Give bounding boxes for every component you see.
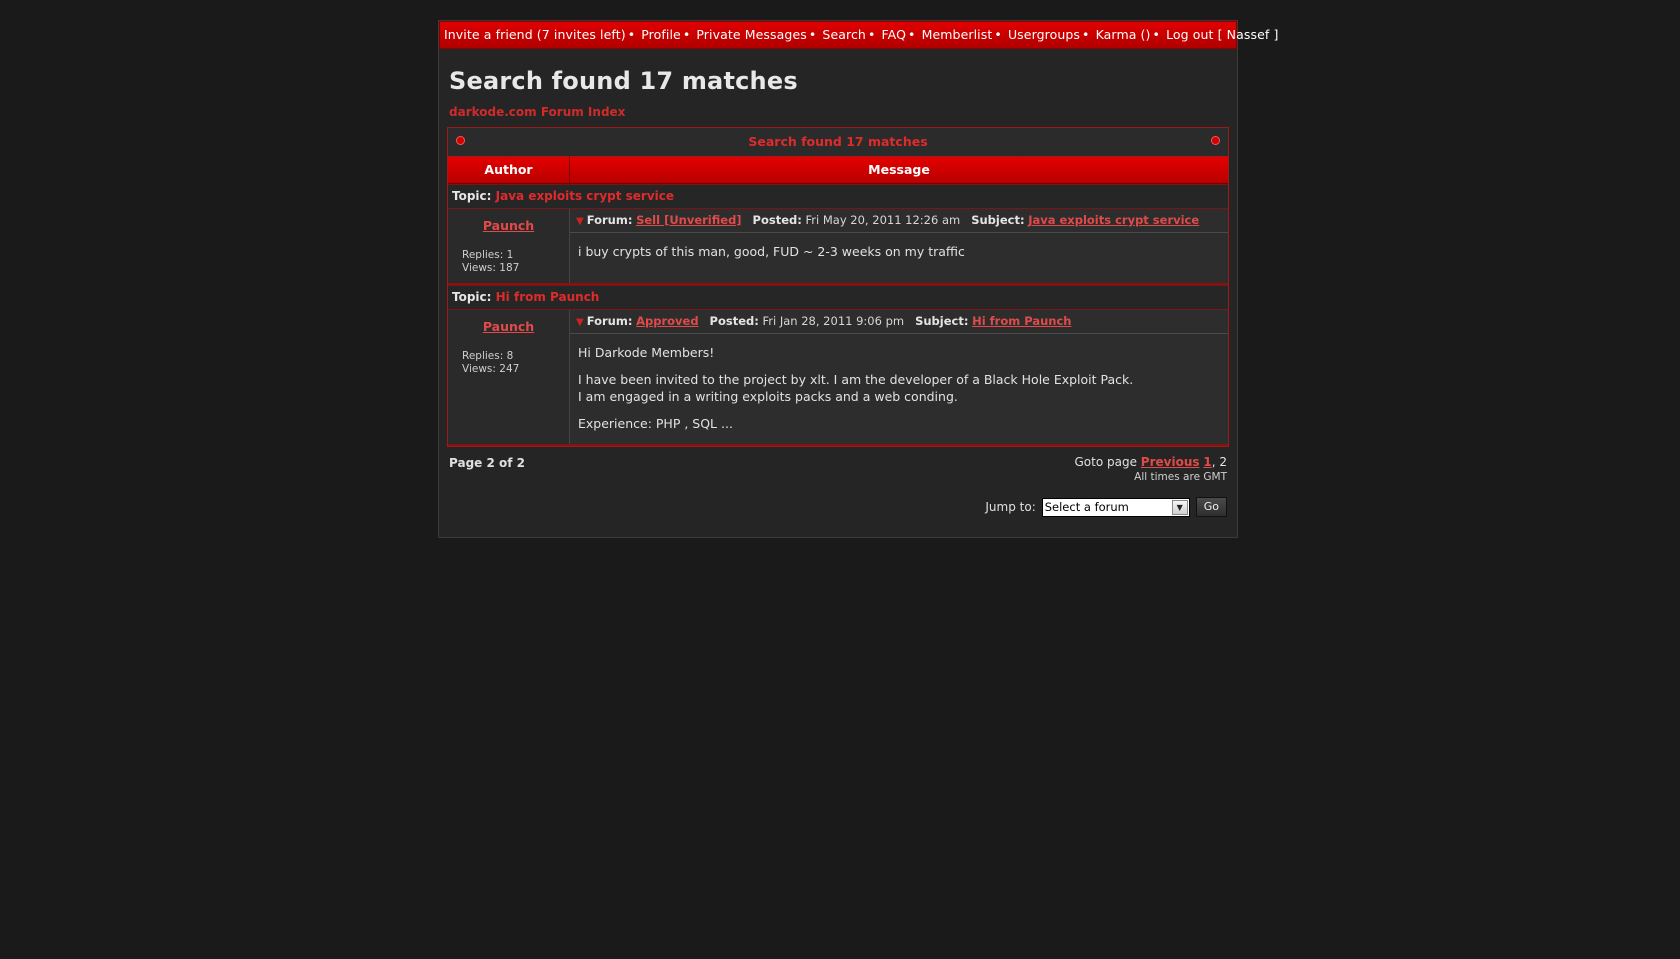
post-subject-label: Subject: (971, 213, 1025, 227)
post-body (570, 209, 1228, 283)
nav-profile[interactable]: Profile (641, 27, 681, 42)
search-results-header-label: Search found 17 matches (748, 134, 928, 149)
topic-title-link[interactable]: Java exploits crypt service (495, 189, 675, 203)
post-text (570, 334, 1228, 444)
post-posted-label: Posted: (709, 314, 759, 328)
post-subject-link[interactable]: Java exploits crypt service (1028, 213, 1200, 227)
nav-logout[interactable]: Log out [ Nassef ] (1166, 27, 1279, 42)
top-navigation (439, 21, 1279, 49)
post-views-count: Views: 187 (462, 262, 520, 274)
post-subject-link[interactable]: Hi from Paunch (972, 314, 1072, 328)
post-row (448, 209, 1228, 285)
topic-label: Topic: (452, 189, 492, 203)
column-headers (448, 157, 1228, 184)
arrow-icon: ▼ (576, 317, 584, 328)
nav-private-messages[interactable]: Private Messages (696, 27, 807, 42)
post-replies-count: Replies: 1 (462, 249, 514, 261)
column-header-message: Message (868, 162, 930, 177)
post-posted-label: Posted: (752, 213, 802, 227)
post-forum-label: Forum: (586, 314, 633, 328)
post-text-line: I have been invited to the project by xlt. I am the developer of a Black Hole Exploit Pack. (578, 372, 1134, 387)
search-results-header (448, 128, 1228, 157)
post-text (570, 233, 1228, 277)
go-button[interactable]: Go (1196, 497, 1227, 517)
nav-separator: • (1152, 27, 1160, 42)
breadcrumb (439, 95, 1237, 127)
post-meta (570, 209, 1228, 233)
post-body (570, 310, 1228, 444)
topic-label: Topic: (452, 290, 492, 304)
post-subject-label: Subject: (915, 314, 969, 328)
post-forum-link[interactable]: Sell [Unverified] (636, 213, 742, 227)
pagination-previous[interactable]: Previous (1140, 455, 1200, 469)
forum-board (438, 20, 1279, 538)
post-author-cell (448, 310, 570, 444)
post-text-spacer (578, 405, 1220, 415)
nav-faq[interactable]: FAQ (881, 27, 907, 42)
post-forum-label: Forum: (586, 213, 633, 227)
nav-separator: • (1082, 27, 1090, 42)
post-text-line: I am engaged in a writing exploits packs and a web conding. (578, 389, 958, 404)
page-title: Search found 17 matches (449, 67, 798, 95)
column-header-author: Author (448, 157, 570, 183)
chevron-down-icon[interactable]: ▼ (1172, 500, 1188, 515)
post-author-link[interactable]: Paunch (482, 319, 535, 334)
topic-row (448, 184, 1228, 209)
post-row (448, 310, 1228, 446)
post-author-link[interactable]: Paunch (482, 218, 535, 233)
breadcrumb-forum-index[interactable]: darkode.com Forum Index (449, 105, 626, 119)
bullet-left-icon (456, 136, 465, 145)
nav-karma[interactable]: Karma () (1095, 27, 1151, 42)
nav-separator: • (867, 27, 876, 42)
pagination-page-1[interactable]: 1 (1203, 455, 1212, 469)
nav-separator: • (994, 27, 1002, 42)
search-results-table (447, 127, 1229, 447)
nav-separator: • (808, 27, 817, 42)
results-footer (449, 455, 1227, 485)
post-replies-count: Replies: 8 (462, 350, 514, 362)
post-text-line: i buy crypts of this man, good, FUD ~ 2-3 weeks on my traffic (578, 244, 965, 259)
timezone-note: All times are GMT (1134, 471, 1227, 483)
post-forum-link[interactable]: Approved (636, 314, 699, 328)
nav-usergroups[interactable]: Usergroups (1007, 27, 1081, 42)
topic-title-link[interactable]: Hi from Paunch (495, 290, 600, 304)
post-views-count: Views: 247 (462, 363, 520, 375)
nav-memberlist[interactable]: Memberlist (921, 27, 993, 42)
post-text-line: Experience: PHP , SQL ... (578, 416, 733, 431)
nav-invite-a-friend[interactable]: Invite a friend (7 invites left) (444, 27, 626, 42)
jump-to-row (449, 497, 1227, 517)
arrow-icon: ▼ (576, 216, 584, 227)
topic-row (448, 285, 1228, 310)
post-text-line: Hi Darkode Members! (578, 345, 715, 360)
forum-select-value: Select a forum (1044, 500, 1129, 514)
pagination-comma: , (1211, 455, 1216, 469)
bullet-right-icon (1211, 136, 1220, 145)
post-meta (570, 310, 1228, 334)
page-info: Page 2 of 2 (449, 456, 525, 470)
post-posted-date: Fri Jan 28, 2011 9:06 pm (762, 314, 905, 328)
jump-to-label: Jump to: (985, 500, 1036, 514)
pagination-current-page: 2 (1219, 455, 1227, 469)
nav-search[interactable]: Search (822, 27, 866, 42)
post-text-spacer (578, 361, 1220, 371)
pagination (1074, 455, 1227, 485)
post-posted-date: Fri May 20, 2011 12:26 am (805, 213, 961, 227)
forum-select[interactable] (1042, 498, 1190, 517)
nav-separator: • (908, 27, 916, 42)
nav-separator: • (627, 27, 636, 42)
post-author-cell (448, 209, 570, 283)
nav-separator: • (682, 27, 691, 42)
goto-page-label: Goto page (1074, 455, 1137, 469)
